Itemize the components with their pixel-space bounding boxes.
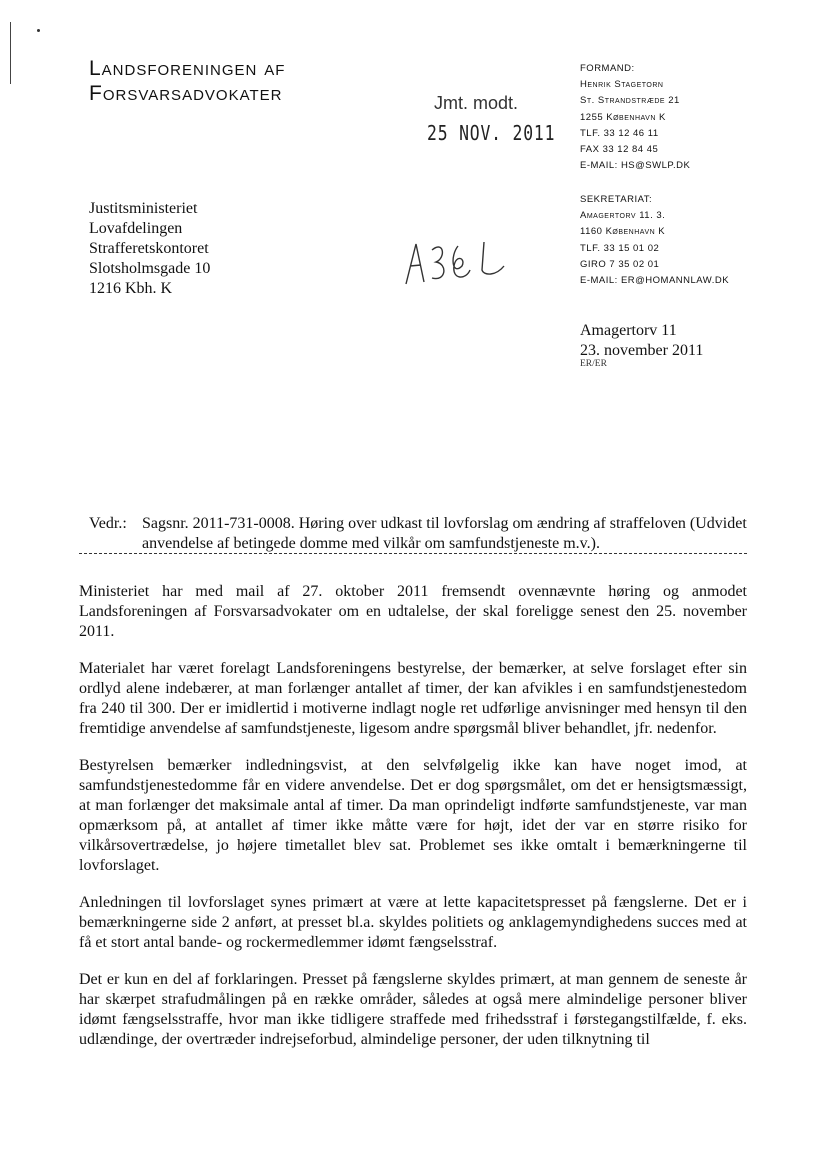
secretariat-city: 1160 København K (580, 226, 666, 238)
handwritten-note (400, 236, 510, 290)
recipient-line: Strafferetskontoret (89, 240, 209, 257)
dashed-divider (79, 553, 747, 554)
margin-line (10, 22, 11, 84)
secretariat-heading: SEKRETARIAT: (580, 194, 653, 205)
received-stamp-date: 25 NOV. 2011 (427, 121, 556, 145)
secretariat-block (580, 192, 729, 289)
recipient-address (89, 199, 210, 299)
chairman-fax: FAX 33 12 84 45 (580, 144, 659, 156)
body-paragraph: Materialet har været forelagt Landsforeningens bestyrelse, der bemærker, at selve forslaget efter sin ordlyd alene indebærer, at man forlænger antallet af timer, der kan afvikles i en samfundstjenestedom fra 240 til 300. Der er imidlertid i motiverne indlagt nogle ret udførlige anvisninger med hensyn til den fremtidige anvendelse af samfundstjeneste, ligesom andre spørgsmål bliver behandlet, jfr. nedenfor. (79, 660, 747, 737)
subject-text: Sagsnr. 2011-731-0008. Høring over udkast til lovforslag om ændring af straffeloven (Udvidet anvendelse af betingede domme med vilkår om samfundstjeneste m.v.). (142, 515, 747, 552)
secretariat-email: E-MAIL: ER@HOMANNLAW.DK (580, 275, 730, 287)
recipient-line: Justitsministeriet (89, 200, 198, 217)
body-paragraph: Ministeriet har med mail af 27. oktober 2011 fremsendt ovennævnte høring og anmodet Landsforeningen af Forsvarsadvokater om en udtalelse, der skal foreligge senest den 25. november 2011. (79, 583, 747, 640)
scan-speck (37, 29, 40, 32)
chairman-heading: FORMAND: (580, 63, 635, 74)
org-name-line2: Forsvarsadvokater (89, 82, 283, 105)
subject-label: Vedr.: (89, 515, 127, 532)
chairman-email: E-MAIL: HS@SWLP.DK (580, 160, 691, 172)
chairman-phone: TLF. 33 12 46 11 (580, 127, 659, 139)
body-paragraph: Anledningen til lovforslaget synes primært at være at lette kapacitetspresset på fængslerne. Det er i bemærkningerne side 2 anført, at presset bl.a. skyldes politiets og anklagemyndighedens succes med at få et stort antal bande- og rockermedlemmer idømt fængselsstraf. (79, 894, 747, 951)
chairman-street: St. Strandstræde 21 (580, 95, 680, 107)
chairman-block (580, 61, 690, 174)
letter-body (79, 582, 747, 1067)
secretariat-street: Amagertorv 11. 3. (580, 210, 666, 222)
recipient-line: Slotsholmsgade 10 (89, 260, 211, 277)
reference-initials: ER/ER (580, 359, 607, 369)
recipient-line: 1216 Kbh. K (89, 280, 173, 297)
body-paragraph: Bestyrelsen bemærker indledningsvist, at den selvfølgelig ikke kan have noget imod, at samfundstjenestedomme får en videre anvendelse. Det er dog spørgsmålet, om det er hensigtsmæssigt, at man forlænger det maksimale antal af timer. Da man oprindeligt indførte samfundstjeneste, var man opmærksom på, at antallet af timer ikke måtte være for højt, idet der var en større risiko for vilkårsovertrædelse, jo højere timetallet blev sat. Problemet ses ikke omtalt i bemærkningerne til lovforslaget. (79, 757, 747, 874)
org-name-line1: Landsforeningen af (89, 57, 286, 80)
secretariat-giro: GIRO 7 35 02 01 (580, 258, 660, 270)
chairman-city: 1255 København K (580, 111, 666, 123)
letter-place: Amagertorv 11 (580, 322, 677, 339)
subject-line (89, 514, 749, 554)
received-stamp: Jmt. modt. (434, 93, 519, 113)
letter-date: 23. november 2011 (580, 342, 704, 359)
body-paragraph: Det er kun en del af forklaringen. Presset på fængslerne skyldes primært, at man gennem de seneste år har skærpet strafudmålingen på en række områder, således at også mere almindelige personer bliver idømt fængselsstraffe, hvor man ikke tidligere straffede med frihedsstraf i førstegangstilfælde, f. eks. udlændinge, der overtræder indrejseforbud, almindelige personer, der uden tilknytning til (79, 971, 747, 1048)
chairman-name: Henrik Stagetorn (580, 79, 664, 91)
secretariat-phone: TLF. 33 15 01 02 (580, 242, 660, 254)
place-date-block (580, 321, 703, 361)
letterhead-organization (89, 56, 285, 106)
recipient-line: Lovafdelingen (89, 220, 183, 237)
